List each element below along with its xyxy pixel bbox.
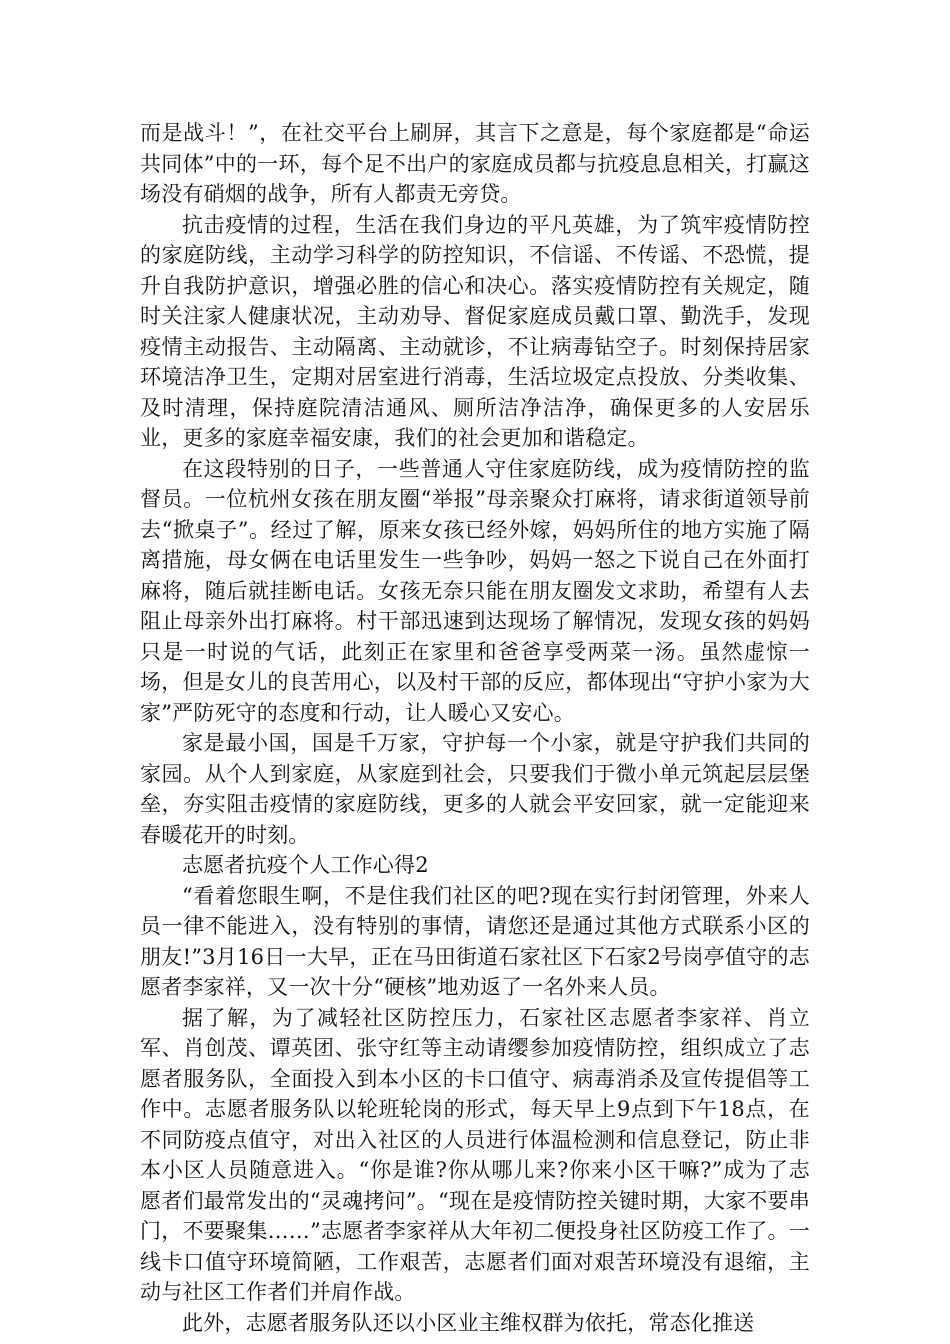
section-heading: 志愿者抗疫个人工作心得2 bbox=[182, 853, 429, 877]
paragraph: 家是最小国，国是千万家，守护每一个小家，就是守护我们共同的家园。从个人到家庭，从家庭到社会，只要我们于微小单元筑起层层堡垒，夯实阻击疫情的家庭防线，更多的人就会平安回家，就一定能迎来春暖花开的时刻。 bbox=[140, 731, 810, 847]
paragraph: 在这段特别的日子，一些普通人守住家庭防线，成为疫情防控的监督员。一位杭州女孩在朋友圈“举报”母亲聚众打麻将，请求街道领导前去“掀桌子”。经过了解，原来女孩已经外嫁，妈妈所住的地方实施了隔离措施，母女俩在电话里发生一些争吵，妈妈一怒之下说自己在外面打麻将，随后就挂断电话。女孩无奈只能在朋友圈发文求助，希望有人去阻止母亲外出打麻将。村干部迅速到达现场了解情况，发现女孩的妈妈只是一时说的气话，此刻正在家里和爸爸享受两菜一汤。虽然虚惊一场，但是女儿的良苦用心，以及村干部的反应，都体现出“守护小家为大家”严防死守的态度和行动，让人暖心又安心。 bbox=[140, 456, 810, 725]
paragraph: 抗击疫情的过程，生活在我们身边的平凡英雄，为了筑牢疫情防控的家庭防线，主动学习科学的防控知识，不信谣、不传谣、不恐慌，提升自我防护意识，增强必胜的信心和决心。落实疫情防控有关规定，随时关注家人健康状况，主动劝导、督促家庭成员戴口罩、勤洗手，发现疫情主动报告、主动隔离、主动就诊，不让病毒钻空子。时刻保持居家环境洁净卫生，定期对居室进行消毒，生活垃圾定点投放、分类收集、及时清理，保持庭院清洁通风、厕所洁净洁净，确保更多的人安居乐业，更多的家庭幸福安康，我们的社会更加和谐稳定。 bbox=[140, 212, 810, 450]
paragraph: 据了解，为了减轻社区防控压力，石家社区志愿者李家祥、肖立军、肖创茂、谭英团、张守红等主动请缨参加疫情防控，组织成立了志愿者服务队，全面投入到本小区的卡口值守、病毒消杀及宣传提倡等工作中。志愿者服务队以轮班轮岗的形式，每天早上9点到下午18点，在不同防疫点值守，对出入社区的人员进行体温检测和信息登记，防止非本小区人员随意进入。“你是谁?你从哪儿来?你来小区干嘛?”成为了志愿者们最常发出的“灵魂拷问”。“现在是疫情防控关键时期，大家不要串门，不要聚集……”志愿者李家祥从大年初二便投身社区防疫工作了。一线卡口值守环境简陋，工作艰苦，志愿者们面对艰苦环境没有退缩，主动与社区工作者们并肩作战。 bbox=[140, 1005, 810, 1304]
paragraph: “看着您眼生啊，不是住我们社区的吧?现在实行封闭管理，外来人员一律不能进入，没有特别的事情，请您还是通过其他方式联系小区的朋友!”3月16日一大早，正在马田街道石家社区下石家2号岗亭值守的志愿者李家祥，又一次十分“硬核”地劝返了一名外来人员。 bbox=[140, 883, 810, 999]
paragraph: 而是战斗！”，在社交平台上刷屏，其言下之意是，每个家庭都是“命运共同体”中的一环，每个足不出户的家庭成员都与抗疫息息相关，打赢这场没有硝烟的战争，所有人都责无旁贷。 bbox=[140, 121, 810, 206]
paragraph: 此外，志愿者服务队还以小区业主维权群为依托，常态化推送 bbox=[182, 1310, 755, 1335]
document-body bbox=[140, 118, 810, 1338]
